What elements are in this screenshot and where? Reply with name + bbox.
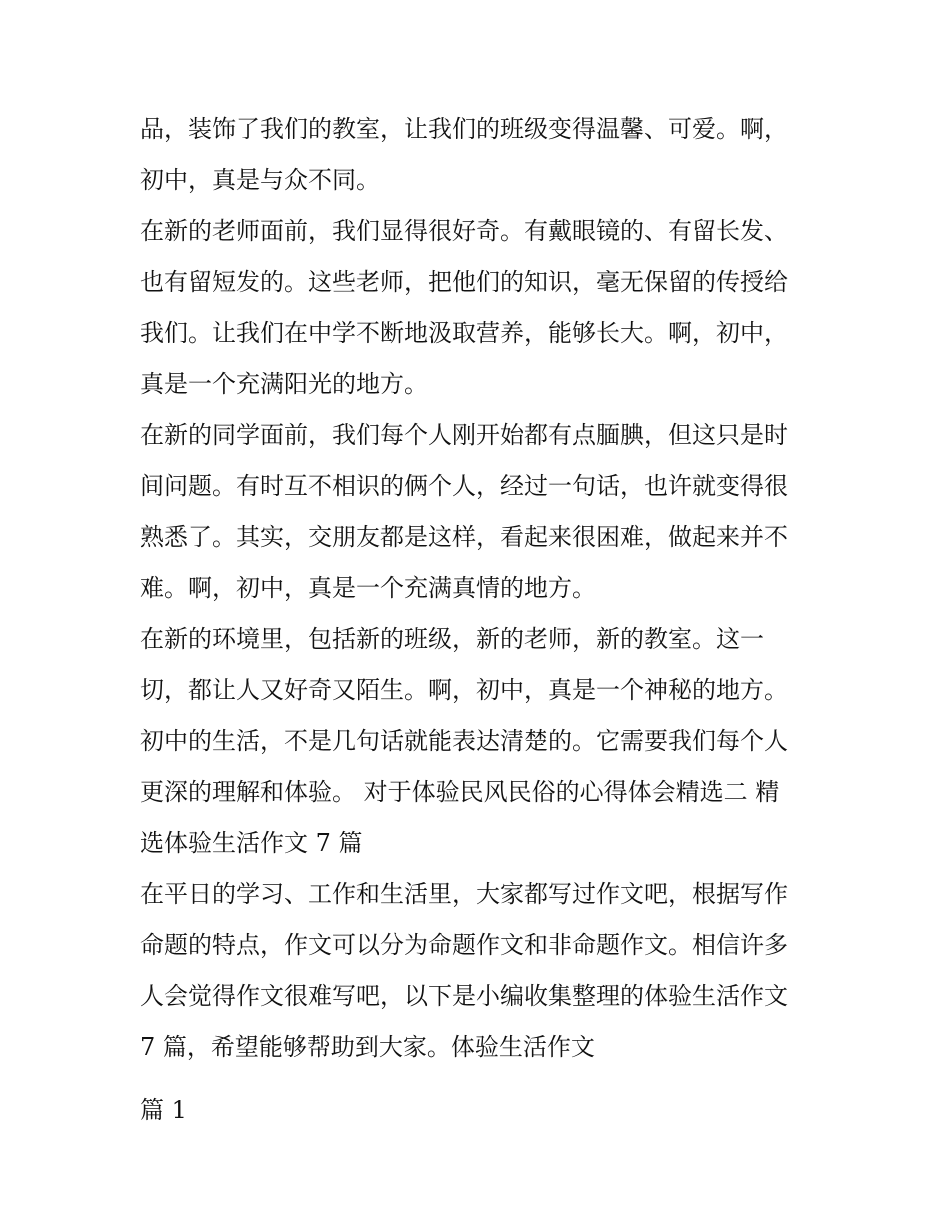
- text-line: 真是一个充满阳光的地方。: [140, 370, 428, 398]
- text-line: 在新的同学面前，我们每个人刚开始都有点腼腆，但这只是时: [140, 421, 788, 449]
- text-line: 切，都让人又好奇又陌生。啊，初中，真是一个神秘的地方。: [140, 676, 788, 704]
- text-line: 熟悉了。其实，交朋友都是这样，看起来很困难，做起来并不: [140, 523, 788, 551]
- text-line: 在新的环境里，包括新的班级，新的老师，新的教室。这一: [140, 625, 764, 653]
- text-line: 我们。让我们在中学不断地汲取营养，能够长大。啊，初中，: [140, 319, 788, 347]
- text-line: 在平日的学习、工作和生活里，大家都写过作文吧，根据写作: [140, 880, 788, 908]
- text-line: 在新的老师面前，我们显得很好奇。有戴眼镜的、有留长发、: [140, 217, 788, 245]
- text-line: 篇 1: [140, 1096, 187, 1124]
- text-line: 命题的特点，作文可以分为命题作文和非命题作文。相信许多: [140, 931, 788, 959]
- text-line: 初中的生活，不是几句话就能表达清楚的。它需要我们每个人: [140, 727, 788, 755]
- text-line: 间问题。有时互不相识的俩个人，经过一句话，也许就变得很: [140, 472, 788, 500]
- text-line: 品，装饰了我们的教室，让我们的班级变得温馨、可爱。啊，: [140, 115, 788, 143]
- text-line: 7 篇，希望能够帮助到大家。体验生活作文: [140, 1033, 595, 1061]
- text-line: 更深的理解和体验。 对于体验民风民俗的心得体会精选二 精: [140, 778, 780, 806]
- text-line: 选体验生活作文 7 篇: [140, 829, 363, 857]
- text-line: 也有留短发的。这些老师，把他们的知识，毫无保留的传授给: [140, 268, 788, 296]
- text-line: 初中，真是与众不同。: [140, 166, 380, 194]
- document-page: [140, 104, 820, 1136]
- text-line: 人会觉得作文很难写吧，以下是小编收集整理的体验生活作文: [140, 982, 788, 1010]
- text-line: 难。啊，初中，真是一个充满真情的地方。: [140, 574, 596, 602]
